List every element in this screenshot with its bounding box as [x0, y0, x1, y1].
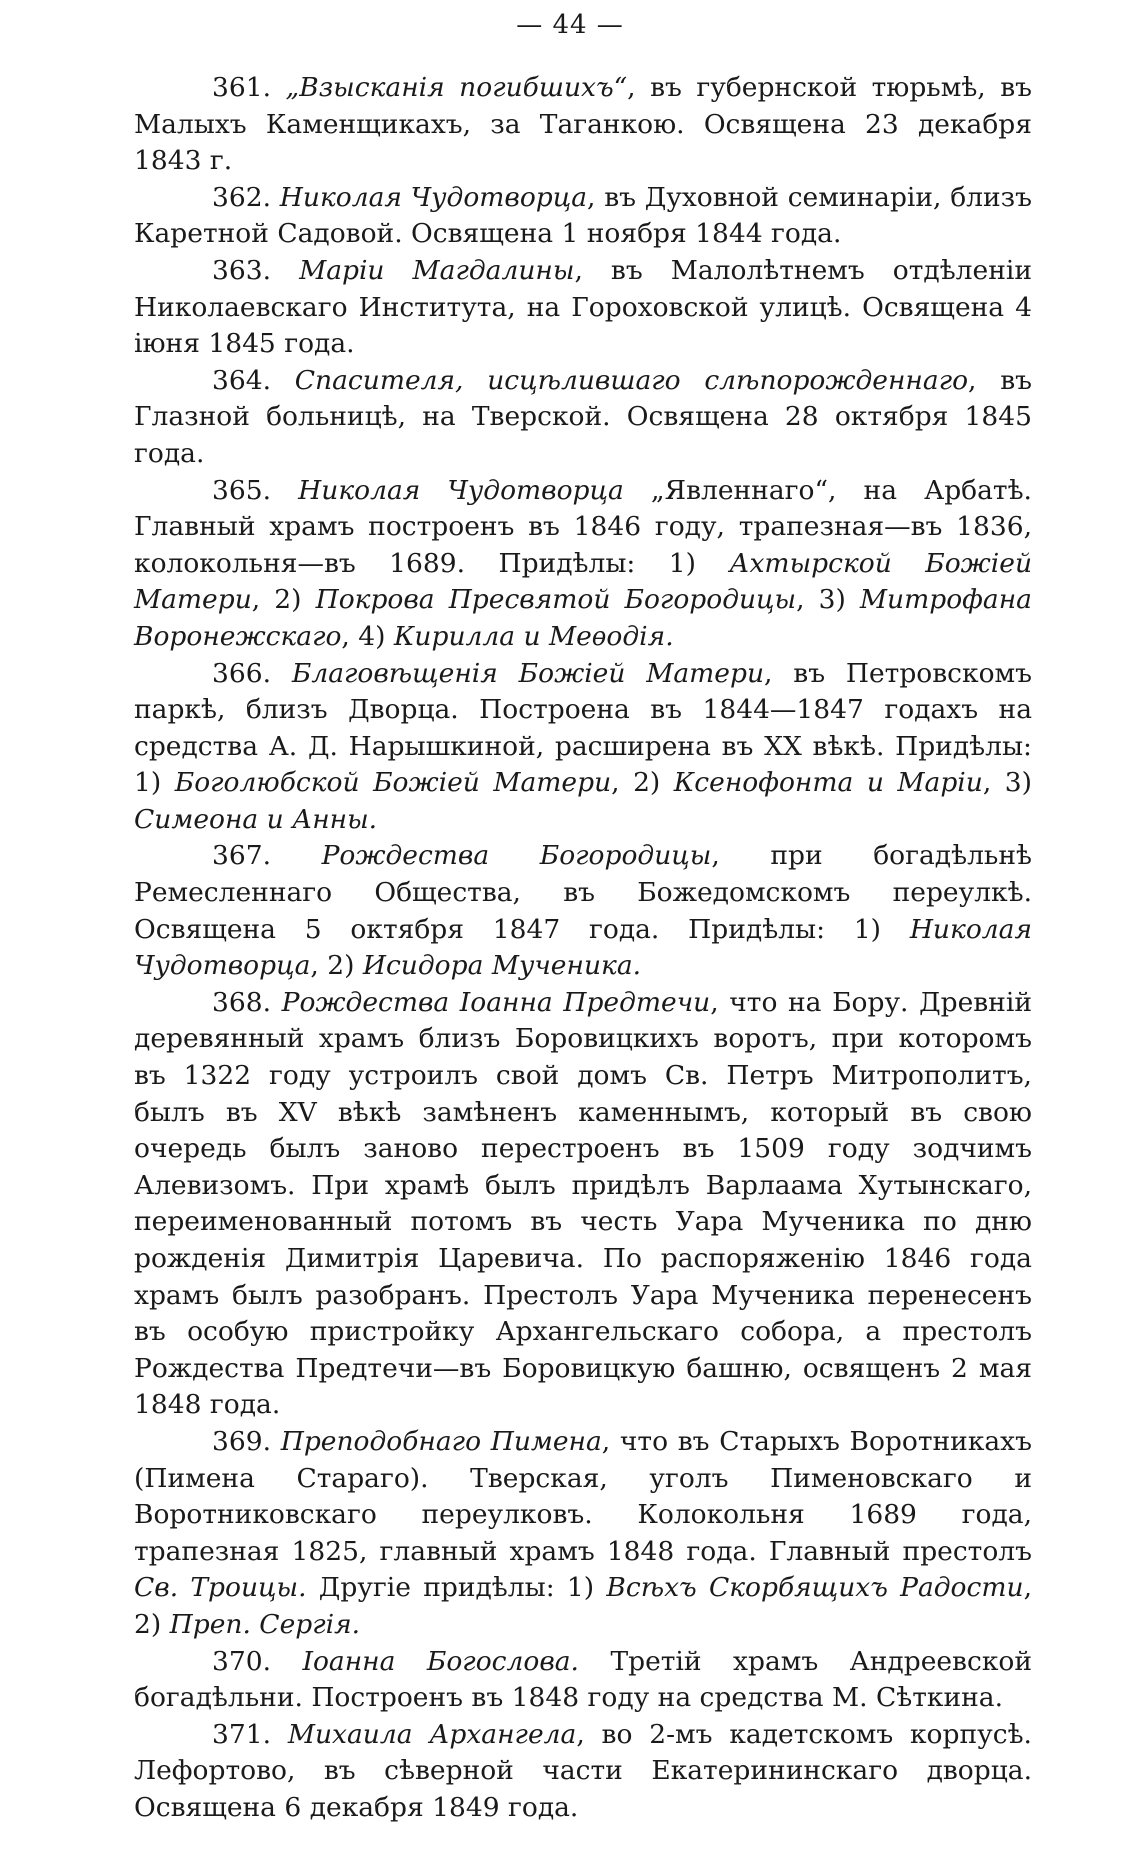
- church-name-italic: Николая Чудотворца: [279, 181, 588, 213]
- entry-paragraph: [134, 1717, 1032, 1827]
- entry-number: 367.: [212, 840, 272, 872]
- church-name-italic: Покрова Пресвятой Богородицы: [315, 584, 797, 616]
- church-name-italic: Спасителя, исцѣлившаго слѣпорожденнаго: [294, 364, 969, 396]
- entry-number: 370.: [212, 1645, 272, 1677]
- church-name-italic: Симеона и Анны.: [134, 803, 378, 835]
- entry-text: , 3): [796, 584, 860, 616]
- entry-number: 362.: [212, 181, 272, 213]
- church-name-italic: Кирилла и Меѳодія.: [393, 620, 674, 652]
- church-name-italic: Михаила Архангела: [287, 1718, 577, 1750]
- entry-number: 363.: [212, 254, 272, 286]
- page-number: — 44 —: [516, 10, 624, 40]
- entry-text: , 3): [982, 767, 1032, 799]
- entry-paragraph: [134, 70, 1032, 180]
- entry-text: , 2): [134, 1572, 1032, 1640]
- church-name-italic: Всѣхъ Скорбящихъ Радости: [606, 1572, 1024, 1604]
- church-name-italic: Преп. Сергія.: [169, 1608, 361, 1640]
- church-name-italic: Боголюбской Божіей Матери: [174, 767, 612, 799]
- entry-paragraph: [134, 180, 1032, 253]
- entry-paragraph: [134, 838, 1032, 984]
- entry-text: , въ Малолѣтнемъ отдѣленіи Николаевскаго Института, на Гороховской улицѣ. Освящена 4 іюня 1845 года.: [134, 254, 1032, 360]
- entry-paragraph: [134, 363, 1032, 473]
- entry-number: 365.: [212, 474, 272, 506]
- entry-number: 364.: [212, 364, 272, 396]
- church-name-italic: Св. Троицы.: [134, 1572, 307, 1604]
- entry-text: , 2): [611, 767, 674, 799]
- church-name-italic: Рождества Богородицы: [321, 840, 712, 872]
- entry-paragraph: [134, 656, 1032, 839]
- entry-text: Другіе придѣлы: 1): [306, 1572, 607, 1604]
- entry-paragraph: [134, 985, 1032, 1424]
- church-name-italic: Ахтырской Божіей Матери: [134, 547, 1033, 616]
- entry-text: , что на Бору. Древній деревянный храмъ близъ Боровицкихъ воротъ, при которомъ въ 1322 году устроилъ свой домъ Св. Петръ Митрополитъ, былъ въ XV вѣкѣ замѣненъ каменнымъ, который въ свою очередь былъ заново перестроенъ въ 1509 году зодчимъ Алевизомъ. При храмѣ былъ придѣлъ Варлаама Хутынскаго, переименованный потомъ въ честь Уара Мученика по дню рожденія Димитрія Царевича. По распоряженію 1846 года храмъ былъ разобранъ. Престолъ Уара Мученика перенесенъ въ особую пристройку Архангельскаго собора, а престолъ Рождества Предтечи—въ Боровицкую башню, освященъ 2 мая 1848 года.: [134, 986, 1032, 1421]
- entry-paragraph: [134, 253, 1032, 363]
- entry-number: 368.: [212, 986, 272, 1018]
- church-name-italic: Митрофана Воронежскаго: [134, 584, 1032, 652]
- entry-number: 369.: [212, 1425, 272, 1457]
- church-name-italic: Іоанна Богослова.: [302, 1645, 579, 1677]
- entry-text: , въ губернской тюрьмѣ, въ Малыхъ Каменщикахъ, за Таганкою. Освящена 23 декабря 1843 г.: [134, 72, 1032, 177]
- entry-text: , при богадѣльнѣ Ремесленнаго Общества, въ Божедомскомъ переулкѣ. Освящена 5 октября 1847 года. Придѣлы: 1): [134, 840, 1032, 945]
- entry-text: Третій храмъ Андреевской богадѣльни. Построенъ въ 1848 году на средства М. Сѣткина.: [134, 1645, 1032, 1714]
- entry-paragraph: [134, 473, 1032, 656]
- entry-number: 366.: [212, 657, 272, 689]
- church-name-italic: „Взысканія погибшихъ“: [285, 72, 628, 103]
- church-name-italic: Николая Чудотворца: [298, 474, 624, 506]
- church-name-italic: Маріи Магдалины: [299, 254, 575, 286]
- church-name-italic: Благовѣщенія Божіей Матери: [291, 657, 765, 689]
- entry-text: , 4): [341, 620, 394, 652]
- page-body: [134, 70, 1032, 1827]
- entry-text: , 2): [310, 950, 363, 982]
- entry-text: , 2): [251, 584, 316, 616]
- entry-text: , въ Духовной семинаріи, близъ Каретной Садовой. Освящена 1 ноября 1844 года.: [134, 181, 1032, 250]
- church-name-italic: Николая Чудотворца: [134, 913, 1032, 982]
- entry-text: „Явленнаго“, на Арбатѣ. Главный храмъ построенъ въ 1846 году, трапезная—въ 1836, колокольня—въ 1689. Придѣлы: 1): [134, 474, 1032, 579]
- entry-number: 361.: [212, 72, 272, 103]
- entry-text: , во 2-мъ кадетскомъ корпусѣ. Лефортово, въ сѣверной части Екатерининскаго дворца. Освящена 6 декабря 1849 года.: [134, 1718, 1032, 1823]
- church-name-italic: Ксенофонта и Маріи: [673, 767, 983, 799]
- entry-number: 371.: [212, 1718, 272, 1750]
- church-name-italic: Преподобнаго Пимена: [280, 1425, 602, 1457]
- church-name-italic: Рождества Іоанна Предтечи: [281, 986, 711, 1018]
- entry-text: , что въ Старыхъ Воротникахъ (Пимена Стараго). Тверская, уголъ Пименовскаго и Воротниковскаго переулковъ. Колокольня 1689 года, трапезная 1825, главный храмъ 1848 года. Главный престолъ: [134, 1425, 1032, 1567]
- entry-paragraph: [134, 1424, 1032, 1644]
- entry-text: , въ Петровскомъ паркѣ, близъ Дворца. Построена въ 1844—1847 годахъ на средства А. Д. Нарышкиной, расширена въ XX вѣкѣ. Придѣлы: 1): [134, 657, 1032, 799]
- entry-text: , въ Глазной больницѣ, на Тверской. Освящена 28 октября 1845 года.: [134, 364, 1032, 469]
- entry-paragraph: [134, 1644, 1032, 1717]
- church-name-italic: Исидора Мученика.: [362, 950, 642, 982]
